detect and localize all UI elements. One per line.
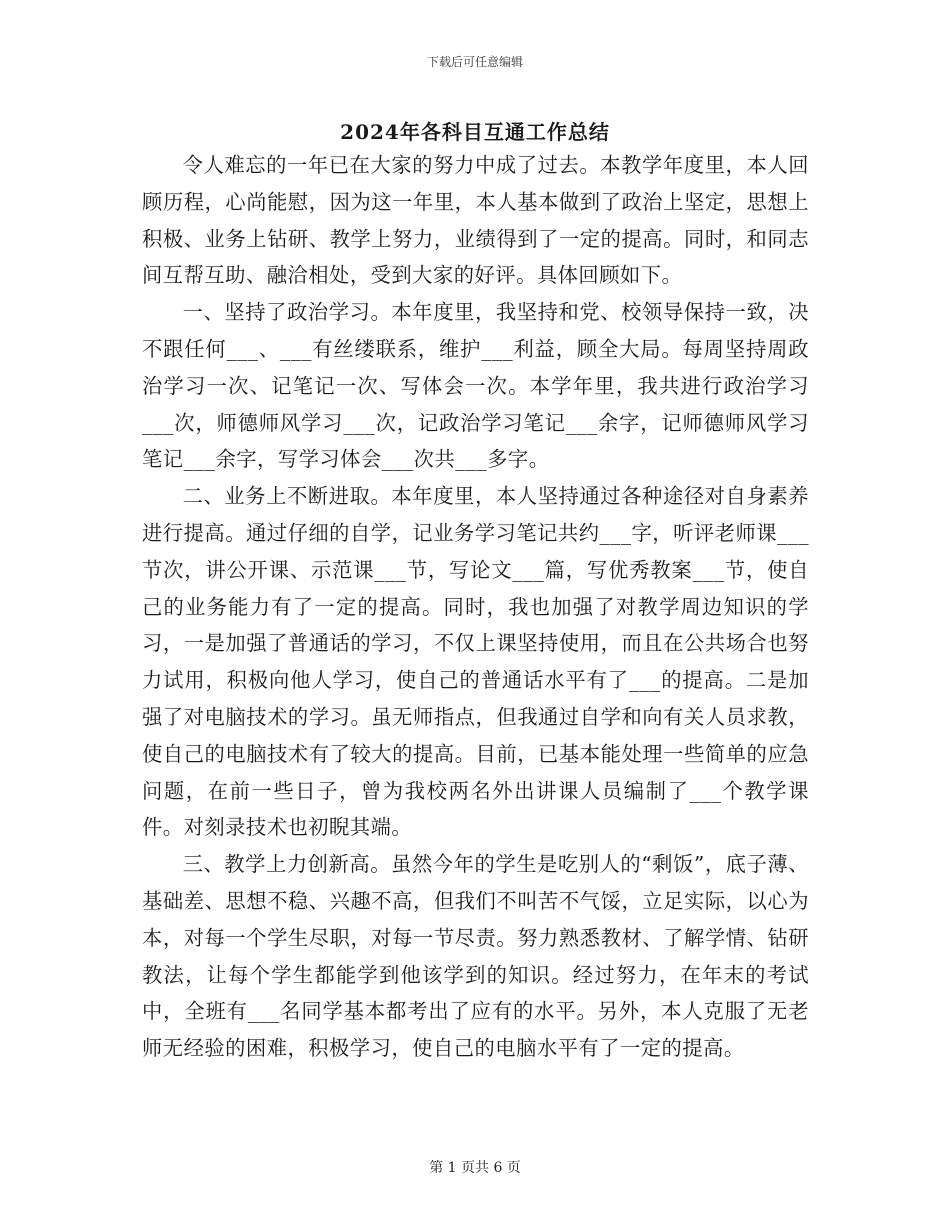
- document-title: 2024年各科目互通工作总结: [340, 120, 610, 144]
- paragraph-professional-progress: 二、业务上不断进取。本年度里，本人坚持通过各种途径对自身素养进行提高。通过仔细的自学，记业务学习笔记共约___字，听评老师课___节次，讲公开课、示范课___节，写论文___篇，写优秀教案___节，使自己的业务能力有了一定的提高。同时，我也加强了对教学周边知识的学习，一是加强了普通话的学习，不仅上课坚持使用，而且在公共场合也努力试用，积极向他人学习，使自己的普通话水平有了___的提高。二是加强了对电脑技术的学习。虽无师指点，但我通过自学和向有关人员求教，使自己的电脑技术有了较大的提高。目前，已基本能处理一些简单的应急问题，在前一些日子，曾为我校两名外出讲课人员编制了___个教学课件。对刻录技术也初睨其端。: [142, 484, 809, 840]
- paragraph-political-study: 一、坚持了政治学习。本年度里，我坚持和党、校领导保持一致，决不跟任何___、___有丝缕联系，维护___利益，顾全大局。每周坚持周政治学习一次、记笔记一次、写体会一次。本学年里，我共进行政治学习___次，师德师风学习___次，记政治学习笔记___余字，记师德师风学习笔记___余字，写学习体会___次共___多字。: [142, 300, 809, 472]
- page-number-footer: 第 1 页共 6 页: [429, 1160, 521, 1176]
- paragraph-teaching-innovation: 三、教学上力创新高。虽然今年的学生是吃别人的“剩饭”，底子薄、基础差、思想不稳、兴趣不高，但我们不叫苦不气馁，立足实际，以心为本，对每一个学生尽职，对每一节尽责。努力熟悉教材、了解学情、钻研教法，让每个学生都能学到他该学到的知识。经过努力，在年末的考试中，全班有___名同学基本都考出了应有的水平。另外，本人克服了无老师无经验的困难，积极学习，使自己的电脑水平有了一定的提高。: [142, 852, 809, 1061]
- paragraph-intro: 令人难忘的一年已在大家的努力中成了过去。本教学年度里，本人回顾历程，心尚能慰，因为这一年里，本人基本做到了政治上坚定，思想上积极、业务上钻研、教学上努力，业绩得到了一定的提高。同时，和同志间互帮互助、融洽相处，受到大家的好评。具体回顾如下。: [142, 153, 809, 288]
- page-header-note: 下载后可任意编辑: [426, 55, 523, 69]
- document-body: [142, 147, 809, 1067]
